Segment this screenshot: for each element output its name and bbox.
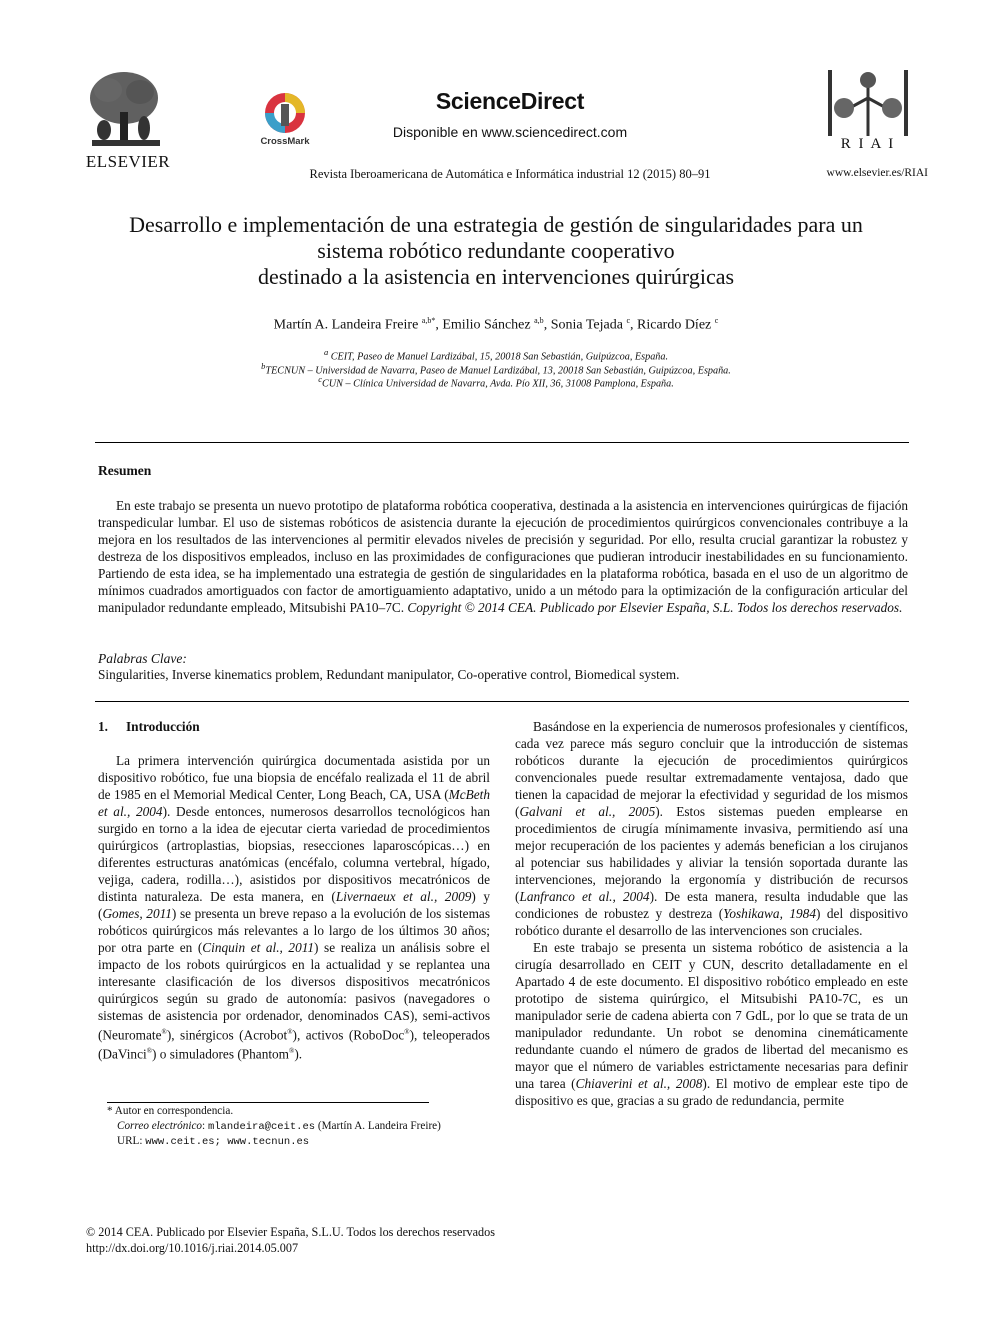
footnote-star: * (107, 1105, 115, 1117)
affiliation-sup: c (318, 374, 322, 384)
author-name[interactable]: Sonia Tejada (550, 317, 623, 333)
page-footer (86, 1225, 495, 1256)
section-number: 1. (98, 719, 108, 734)
text: ) o simuladores (Phantom (152, 1046, 290, 1062)
citation-link[interactable]: Gomes, 2011 (102, 906, 172, 921)
footnote-rule (107, 1102, 429, 1103)
publisher-name: ELSEVIER (85, 152, 171, 171)
left-column (98, 752, 490, 1063)
footer-copyright: © 2014 CEA. Publicado por Elsevier España, S.L.U. Todos los derechos reservados (86, 1225, 495, 1239)
paragraph (98, 752, 490, 1063)
riai-logo-text: R I A I (840, 136, 896, 152)
section-heading (98, 719, 200, 735)
registered-mark: ® (287, 1028, 293, 1036)
email-owner: (Martín A. Landeira Freire) (315, 1119, 441, 1132)
keywords: Singularities, Inverse kinematics problem, Redundant manipulator, Co-operative control, Biomedical system. (98, 667, 680, 682)
email-note: Correo electrónico: mlandeira@ceit.es (Martín A. Landeira Freire) (117, 1119, 441, 1133)
author-name[interactable]: Ricardo Díez (637, 317, 712, 333)
author-separator: , (543, 317, 551, 333)
email-label: Correo electrónico (117, 1119, 203, 1132)
footnote-text: Autor en correspondencia. (114, 1105, 234, 1117)
text: En este trabajo se presenta un sistema robótico de asistencia a la cirugía desarrollado en CEIT y CUN, descrito detalladamente en el Apartado 4 de este documento. El dispositivo robótico empleado en este prototipo de sistema quirúrgico, el Mitsubishi PA10-7C, es un manipulador serie de cadena abierta con 7 GdL, por lo que se trata de un manipulador redundante. Un robot se denomina cinemáticamente redundante cuando el número de grados de libertad del mecanismo es mayor que el número de variables estrictamente necesarias para definir una tarea ( (515, 940, 908, 1091)
text: Basándose en la experiencia de numerosos profesionales y científicos, cada vez parece más seguro concluir que la introducción de sistemas robóticos durante la ejecución de procedimientos quirúrgicos convencionales puede resultar extremadamente ventajosa, dado que tienen la capacidad de mejorar la efectividad y seguridad de los mismos ( (515, 719, 908, 819)
email-link[interactable]: mlandeira@ceit.es (207, 1120, 316, 1133)
crossmark-icon (250, 92, 320, 136)
author-affil-sup: c (714, 316, 719, 325)
author-name[interactable]: Martín A. Landeira Freire (273, 317, 419, 333)
text: ). Estos sistemas pueden emplearse en procedimientos de cirugía mínimamente invasiva, permitiendo así una mejor recuperación de los pacientes y además benefician a los cirujanos al potenciar sus habilidades y aliviar la tensión soportada durante las intervenciones, mejorando la ergonomía y distribución de recursos ( (515, 804, 908, 904)
text: La primera intervención quirúrgica documentada asistida por un dispositivo robótico, fue una biopsia de encéfalo realizada el 11 de abril de 1985 en el Memorial Medical Center, Long Beach, CA, USA ( (98, 753, 490, 802)
sciencedirect-availability: Disponible en www.sciencedirect.com (392, 124, 628, 140)
author-separator: , (435, 317, 443, 333)
text: ), activos (RoboDoc (292, 1027, 405, 1043)
citation-link[interactable]: Yoshikawa, 1984 (723, 906, 816, 921)
citation-link[interactable]: Galvani et al., 2005 (519, 804, 656, 819)
affiliation-text: TECNUN – Universidad de Navarra, Paseo de Manuel Lardizábal, 13, 20018 San Sebastián, Guipúzcoa, España. (265, 365, 731, 377)
crossmark-badge[interactable] (250, 92, 320, 152)
text: ), teleoperados (DaVinci (98, 1027, 490, 1062)
doi-link[interactable]: http://dx.doi.org/10.1016/j.riai.2014.05.007 (86, 1240, 299, 1255)
url-label: URL: (117, 1135, 146, 1147)
corresponding-note (107, 1104, 507, 1119)
journal-citation: Revista Iberoamericana de Automática e Informática industrial 12 (2015) 80–91 (309, 167, 711, 181)
registered-mark: ® (146, 1047, 153, 1056)
registered-mark: ® (161, 1028, 167, 1036)
affiliation-text: CUN – Clínica Universidad de Navarra, Avda. Pío XII, 36, 31008 Pamplona, España. (321, 378, 674, 390)
author-affil-sup: a,b* (421, 316, 436, 325)
text: ) del dispositivo robótico durante el desarrollo de las intervenciones son cruciales. (515, 906, 908, 938)
author-affil-sup: c (626, 316, 630, 325)
sciencedirect-title[interactable]: ScienceDirect (435, 88, 585, 114)
citation-link[interactable]: Cinquin et al., 2011 (202, 940, 315, 955)
url-note (107, 1134, 507, 1150)
riai-robot-arm-icon (818, 68, 918, 138)
abstract-copyright: Copyright © 2014 CEA. Publicado por Elsevier España, S.L. Todos los derechos reservados. (407, 600, 903, 615)
riai-url-link[interactable]: www.elsevier.es/RIAI (826, 167, 928, 179)
right-column (515, 718, 908, 1109)
crossmark-label: CrossMark (260, 136, 310, 147)
text: ) se presenta un breve repaso a la evolución de los sistemas robóticos quirúrgicos más relevantes a lo largo de los últimos 30 años; por otra parte en ( (98, 906, 491, 955)
divider (95, 442, 909, 443)
text: ) y ( (98, 889, 490, 921)
affiliation-text: CEIT, Paseo de Manuel Lardizábal, 15, 20018 San Sebastián, Guipúzcoa, España. (328, 351, 669, 363)
riai-logo (818, 68, 918, 158)
text: ). De esta manera, resulta indudable que las condiciones de robustez y destreza ( (515, 889, 909, 921)
affiliation-sup: b (261, 361, 266, 371)
abstract-heading: Resumen (98, 463, 152, 478)
affiliation-c (90, 374, 902, 389)
text: ) se realiza un análisis sobre el impacto de los robots quirúrgicos en la actualidad y se replantea una interesante clasificación de los diversos dispositivos mecatrónicos quirúrgicos según su grado de autonomía: pasivos (navegadores o sistemas de asistencia por ordenador, denominados CAS), semi-activos (Neuromate (98, 940, 491, 1043)
paragraph (515, 939, 908, 1109)
registered-mark: ® (404, 1028, 410, 1036)
footnotes (107, 1104, 507, 1150)
abstract-text: En este trabajo se presenta un nuevo prototipo de plataforma robótica cooperativa, destinada a la asistencia en intervenciones quirúrgicas de fijación transpedicular lumbar. El uso de sistemas robóticos de asistencia durante la ejecución de procedimientos quirúrgicos convencionales contribuye a la mejora en los resultados de las intervenciones al permitir elevados niveles de precisión y seguridad. Por ello, resulta crucial garantizar la robustez y destreza de los dispositivos empleados, incluso en las proximidades de configuraciones que pudieran introducir inestabilidades en su funcionamiento. Partiendo de esta idea, se ha implementado una estrategia de gestión de singularidades en la plataforma robótica, basada en el uso de un algoritmo de mínimos cuadrados amortiguados con factor de amortiguamiento adaptativo, unido a un método para la optimización de la configuración articular del manipulador redundante empleado, Mitsubishi PA10–7C. (98, 498, 908, 615)
citation-link[interactable]: Chiaverini et al., 2008 (575, 1076, 703, 1091)
elsevier-logo (78, 68, 178, 178)
abstract-body (98, 497, 908, 616)
title-line-2: sistema robótico redundante cooperativo (317, 238, 675, 263)
paragraph (515, 718, 908, 939)
citation-link[interactable]: Livernaeux et al., 2009 (335, 889, 472, 904)
affiliation-sup: a (323, 347, 329, 357)
citation-link[interactable]: Lanfranco et al., 2004 (519, 889, 650, 904)
citation-link[interactable]: McBeth et al., 2004 (98, 787, 490, 819)
title-line-1: Desarrollo e implementación de una estrategia de gestión de singularidades para un (129, 212, 863, 237)
author-separator: , (630, 317, 637, 333)
author-name[interactable]: Emilio Sánchez (442, 317, 531, 333)
text: ). (294, 1046, 303, 1062)
author-list (90, 316, 902, 334)
registered-mark: ® (289, 1047, 295, 1056)
text: ), sinérgicos (Acrobot (166, 1027, 288, 1043)
text: ). El motivo de emplear este tipo de dispositivo es que, gracias a su grado de redundancia, permite (515, 1076, 909, 1108)
url-links[interactable]: www.ceit.es; www.tecnun.es (145, 1136, 310, 1148)
section-title: Introducción (126, 719, 200, 734)
divider (95, 701, 909, 702)
article-title (90, 212, 902, 290)
keywords-heading: Palabras Clave: (98, 651, 187, 666)
text: ). Desde entonces, numerosos desarrollos tecnológicos han surgido en torno a la idea de ejecutar cierta variedad de procedimientos quirúrgicos (artroplastias, biopsias, resecciones laparoscópicas…) en diferentes estructuras anatómicas (encéfalo, columna vertebral, hígado, vejiga, cadera, rodilla…), asistidos por dispositivos mecatrónicos de distinta naturaleza. De esta manera, en ( (98, 804, 490, 904)
title-line-3: destinado a la asistencia en intervenciones quirúrgicas (257, 264, 735, 289)
author-affil-sup: a,b (534, 316, 544, 325)
